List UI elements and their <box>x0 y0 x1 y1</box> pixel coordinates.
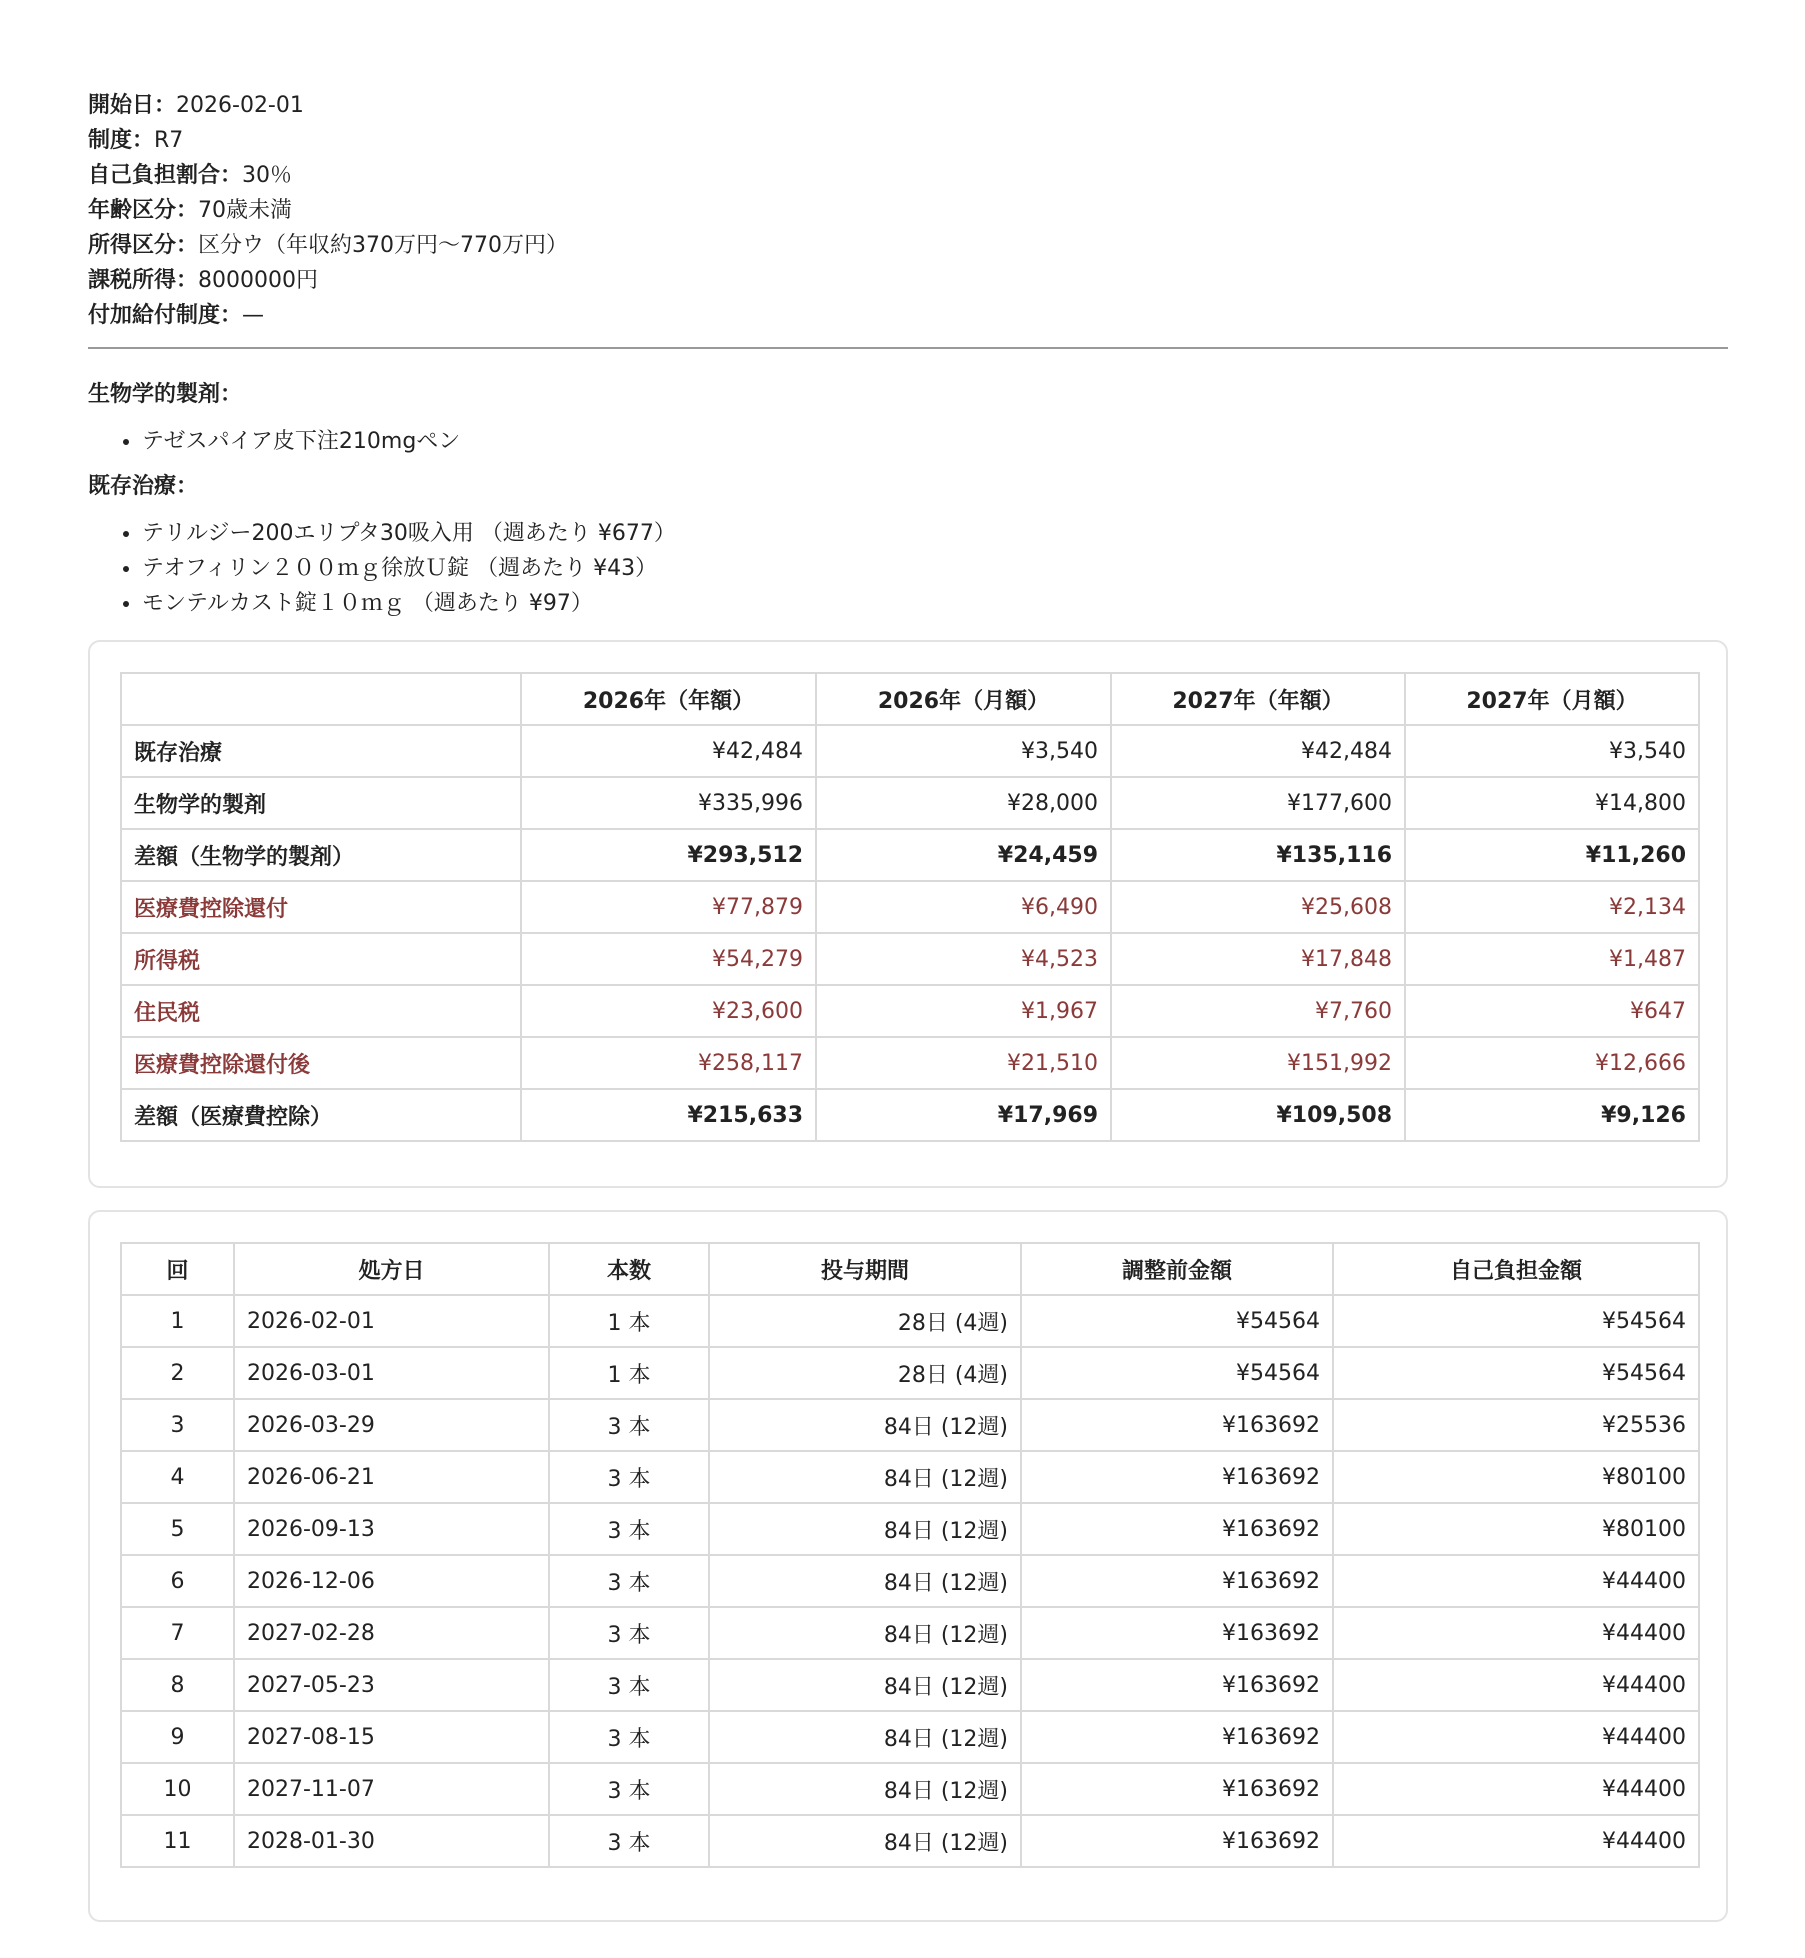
copay-cell: ¥44400 <box>1333 1711 1699 1763</box>
table-cell: ¥21,510 <box>816 1037 1111 1089</box>
list-item: • テオフィリン２００ｍｇ徐放Ｕ錠 （週あたり ¥43） <box>142 551 1728 586</box>
table-cell: ¥151,992 <box>1111 1037 1405 1089</box>
round-cell: 8 <box>121 1659 234 1711</box>
table-cell: ¥12,666 <box>1405 1037 1699 1089</box>
table-row <box>121 1555 1699 1607</box>
period-cell: 84日 (12週) <box>709 1503 1021 1555</box>
summary-table <box>120 672 1700 1142</box>
period-cell: 84日 (12週) <box>709 1607 1021 1659</box>
table-cell: ¥135,116 <box>1111 829 1405 881</box>
pre-adjust-cell: ¥163692 <box>1021 1503 1333 1555</box>
table-cell: ¥42,484 <box>521 725 816 777</box>
table-cell: ¥2,134 <box>1405 881 1699 933</box>
row-label: 生物学的製剤 <box>121 777 521 829</box>
row-label: 既存治療 <box>121 725 521 777</box>
column-header: 2027年（年額） <box>1111 673 1405 725</box>
date-cell: 2026-03-29 <box>234 1399 549 1451</box>
count-cell: 3 本 <box>549 1451 709 1503</box>
summary-card <box>88 640 1728 1188</box>
table-row <box>121 985 1699 1037</box>
round-cell: 10 <box>121 1763 234 1815</box>
copay-cell: ¥80100 <box>1333 1503 1699 1555</box>
table-row <box>121 1711 1699 1763</box>
table-row <box>121 1763 1699 1815</box>
info-block <box>88 88 1728 333</box>
round-cell: 7 <box>121 1607 234 1659</box>
table-row <box>121 1815 1699 1867</box>
date-cell: 2026-12-06 <box>234 1555 549 1607</box>
copay-cell: ¥54564 <box>1333 1295 1699 1347</box>
round-cell: 3 <box>121 1399 234 1451</box>
info-start-date: 開始日：2026-02-01 <box>88 93 304 118</box>
round-cell: 2 <box>121 1347 234 1399</box>
column-header: 調整前金額 <box>1021 1243 1333 1295</box>
row-label: 差額（生物学的製剤） <box>121 829 521 881</box>
pre-adjust-cell: ¥163692 <box>1021 1451 1333 1503</box>
date-cell: 2027-11-07 <box>234 1763 549 1815</box>
pre-adjust-cell: ¥54564 <box>1021 1295 1333 1347</box>
period-cell: 84日 (12週) <box>709 1399 1021 1451</box>
period-cell: 84日 (12週) <box>709 1815 1021 1867</box>
table-row <box>121 1347 1699 1399</box>
table-row <box>121 725 1699 777</box>
list-item: • テリルジー200エリプタ30吸入用 （週あたり ¥677） <box>142 516 1728 551</box>
table-cell: ¥23,600 <box>521 985 816 1037</box>
table-row <box>121 829 1699 881</box>
round-cell: 4 <box>121 1451 234 1503</box>
date-cell: 2026-02-01 <box>234 1295 549 1347</box>
count-cell: 3 本 <box>549 1711 709 1763</box>
column-header: 処方日 <box>234 1243 549 1295</box>
period-cell: 84日 (12週) <box>709 1763 1021 1815</box>
copay-cell: ¥44400 <box>1333 1815 1699 1867</box>
table-cell: ¥17,969 <box>816 1089 1111 1141</box>
period-cell: 84日 (12週) <box>709 1659 1021 1711</box>
column-header: 投与期間 <box>709 1243 1021 1295</box>
table-cell: ¥3,540 <box>816 725 1111 777</box>
row-label: 医療費控除還付 <box>121 881 521 933</box>
period-cell: 28日 (4週) <box>709 1295 1021 1347</box>
table-cell: ¥24,459 <box>816 829 1111 881</box>
copay-cell: ¥44400 <box>1333 1555 1699 1607</box>
table-cell: ¥17,848 <box>1111 933 1405 985</box>
info-system: 制度：R7 <box>88 128 184 153</box>
copay-cell: ¥44400 <box>1333 1607 1699 1659</box>
column-header: 2026年（年額） <box>521 673 816 725</box>
info-age-group: 年齢区分：70歳未満 <box>88 198 293 223</box>
count-cell: 3 本 <box>549 1503 709 1555</box>
table-row <box>121 1295 1699 1347</box>
list-item: • モンテルカスト錠１０ｍｇ （週あたり ¥97） <box>142 586 1728 621</box>
row-label: 医療費控除還付後 <box>121 1037 521 1089</box>
round-cell: 5 <box>121 1503 234 1555</box>
table-cell: ¥215,633 <box>521 1089 816 1141</box>
column-header <box>121 673 521 725</box>
table-row <box>121 1037 1699 1089</box>
period-cell: 84日 (12週) <box>709 1451 1021 1503</box>
round-cell: 6 <box>121 1555 234 1607</box>
table-cell: ¥1,487 <box>1405 933 1699 985</box>
count-cell: 3 本 <box>549 1607 709 1659</box>
list-item: • テゼスパイア皮下注210mgペン <box>142 424 1728 459</box>
table-cell: ¥77,879 <box>521 881 816 933</box>
copay-cell: ¥54564 <box>1333 1347 1699 1399</box>
column-header: 2026年（月額） <box>816 673 1111 725</box>
table-row <box>121 1399 1699 1451</box>
table-header-row <box>121 1243 1699 1295</box>
table-cell: ¥14,800 <box>1405 777 1699 829</box>
column-header: 自己負担金額 <box>1333 1243 1699 1295</box>
table-cell: ¥6,490 <box>816 881 1111 933</box>
column-header: 本数 <box>549 1243 709 1295</box>
table-cell: ¥28,000 <box>816 777 1111 829</box>
copay-cell: ¥44400 <box>1333 1659 1699 1711</box>
table-cell: ¥647 <box>1405 985 1699 1037</box>
table-row <box>121 881 1699 933</box>
round-cell: 9 <box>121 1711 234 1763</box>
divider <box>88 347 1728 349</box>
biologic-heading: 生物学的製剤： <box>88 382 243 407</box>
table-cell: ¥177,600 <box>1111 777 1405 829</box>
table-cell: ¥335,996 <box>521 777 816 829</box>
period-cell: 84日 (12週) <box>709 1711 1021 1763</box>
table-cell: ¥258,117 <box>521 1037 816 1089</box>
table-cell: ¥293,512 <box>521 829 816 881</box>
count-cell: 3 本 <box>549 1815 709 1867</box>
table-row <box>121 1503 1699 1555</box>
pre-adjust-cell: ¥163692 <box>1021 1763 1333 1815</box>
table-row <box>121 933 1699 985</box>
schedule-card <box>88 1210 1728 1922</box>
table-header-row <box>121 673 1699 725</box>
table-cell: ¥54,279 <box>521 933 816 985</box>
date-cell: 2026-09-13 <box>234 1503 549 1555</box>
pre-adjust-cell: ¥163692 <box>1021 1399 1333 1451</box>
biologic-list <box>88 424 1728 459</box>
date-cell: 2026-03-01 <box>234 1347 549 1399</box>
count-cell: 1 本 <box>549 1347 709 1399</box>
pre-adjust-cell: ¥163692 <box>1021 1607 1333 1659</box>
copay-cell: ¥44400 <box>1333 1763 1699 1815</box>
pre-adjust-cell: ¥163692 <box>1021 1711 1333 1763</box>
table-cell: ¥25,608 <box>1111 881 1405 933</box>
table-cell: ¥11,260 <box>1405 829 1699 881</box>
schedule-body <box>121 1295 1699 1867</box>
table-cell: ¥109,508 <box>1111 1089 1405 1141</box>
count-cell: 3 本 <box>549 1659 709 1711</box>
table-cell: ¥4,523 <box>816 933 1111 985</box>
table-cell: ¥3,540 <box>1405 725 1699 777</box>
info-taxable-income: 課税所得：8000000円 <box>88 268 318 293</box>
pre-adjust-cell: ¥163692 <box>1021 1815 1333 1867</box>
date-cell: 2028-01-30 <box>234 1815 549 1867</box>
count-cell: 1 本 <box>549 1295 709 1347</box>
table-row <box>121 1659 1699 1711</box>
table-cell: ¥1,967 <box>816 985 1111 1037</box>
pre-adjust-cell: ¥54564 <box>1021 1347 1333 1399</box>
table-row <box>121 1089 1699 1141</box>
row-label: 住民税 <box>121 985 521 1037</box>
copay-cell: ¥80100 <box>1333 1451 1699 1503</box>
table-cell: ¥42,484 <box>1111 725 1405 777</box>
table-cell: ¥7,760 <box>1111 985 1405 1037</box>
table-row <box>121 1451 1699 1503</box>
info-copay-rate: 自己負担割合：30％ <box>88 163 293 188</box>
column-header: 2027年（月額） <box>1405 673 1699 725</box>
pre-adjust-cell: ¥163692 <box>1021 1555 1333 1607</box>
existing-treatment-heading: 既存治療： <box>88 474 199 499</box>
table-row <box>121 777 1699 829</box>
row-label: 所得税 <box>121 933 521 985</box>
round-cell: 11 <box>121 1815 234 1867</box>
info-additional-benefit: 付加給付制度：— <box>88 303 265 328</box>
date-cell: 2027-02-28 <box>234 1607 549 1659</box>
copay-cell: ¥25536 <box>1333 1399 1699 1451</box>
row-label: 差額（医療費控除） <box>121 1089 521 1141</box>
date-cell: 2026-06-21 <box>234 1451 549 1503</box>
count-cell: 3 本 <box>549 1555 709 1607</box>
date-cell: 2027-05-23 <box>234 1659 549 1711</box>
count-cell: 3 本 <box>549 1399 709 1451</box>
count-cell: 3 本 <box>549 1763 709 1815</box>
schedule-table <box>120 1242 1700 1868</box>
pre-adjust-cell: ¥163692 <box>1021 1659 1333 1711</box>
period-cell: 28日 (4週) <box>709 1347 1021 1399</box>
date-cell: 2027-08-15 <box>234 1711 549 1763</box>
table-row <box>121 1607 1699 1659</box>
table-cell: ¥9,126 <box>1405 1089 1699 1141</box>
round-cell: 1 <box>121 1295 234 1347</box>
period-cell: 84日 (12週) <box>709 1555 1021 1607</box>
info-income-group: 所得区分：区分ウ（年収約370万円～770万円） <box>88 233 568 258</box>
existing-treatment-list <box>88 516 1728 621</box>
column-header: 回 <box>121 1243 234 1295</box>
report-page <box>88 88 1728 621</box>
